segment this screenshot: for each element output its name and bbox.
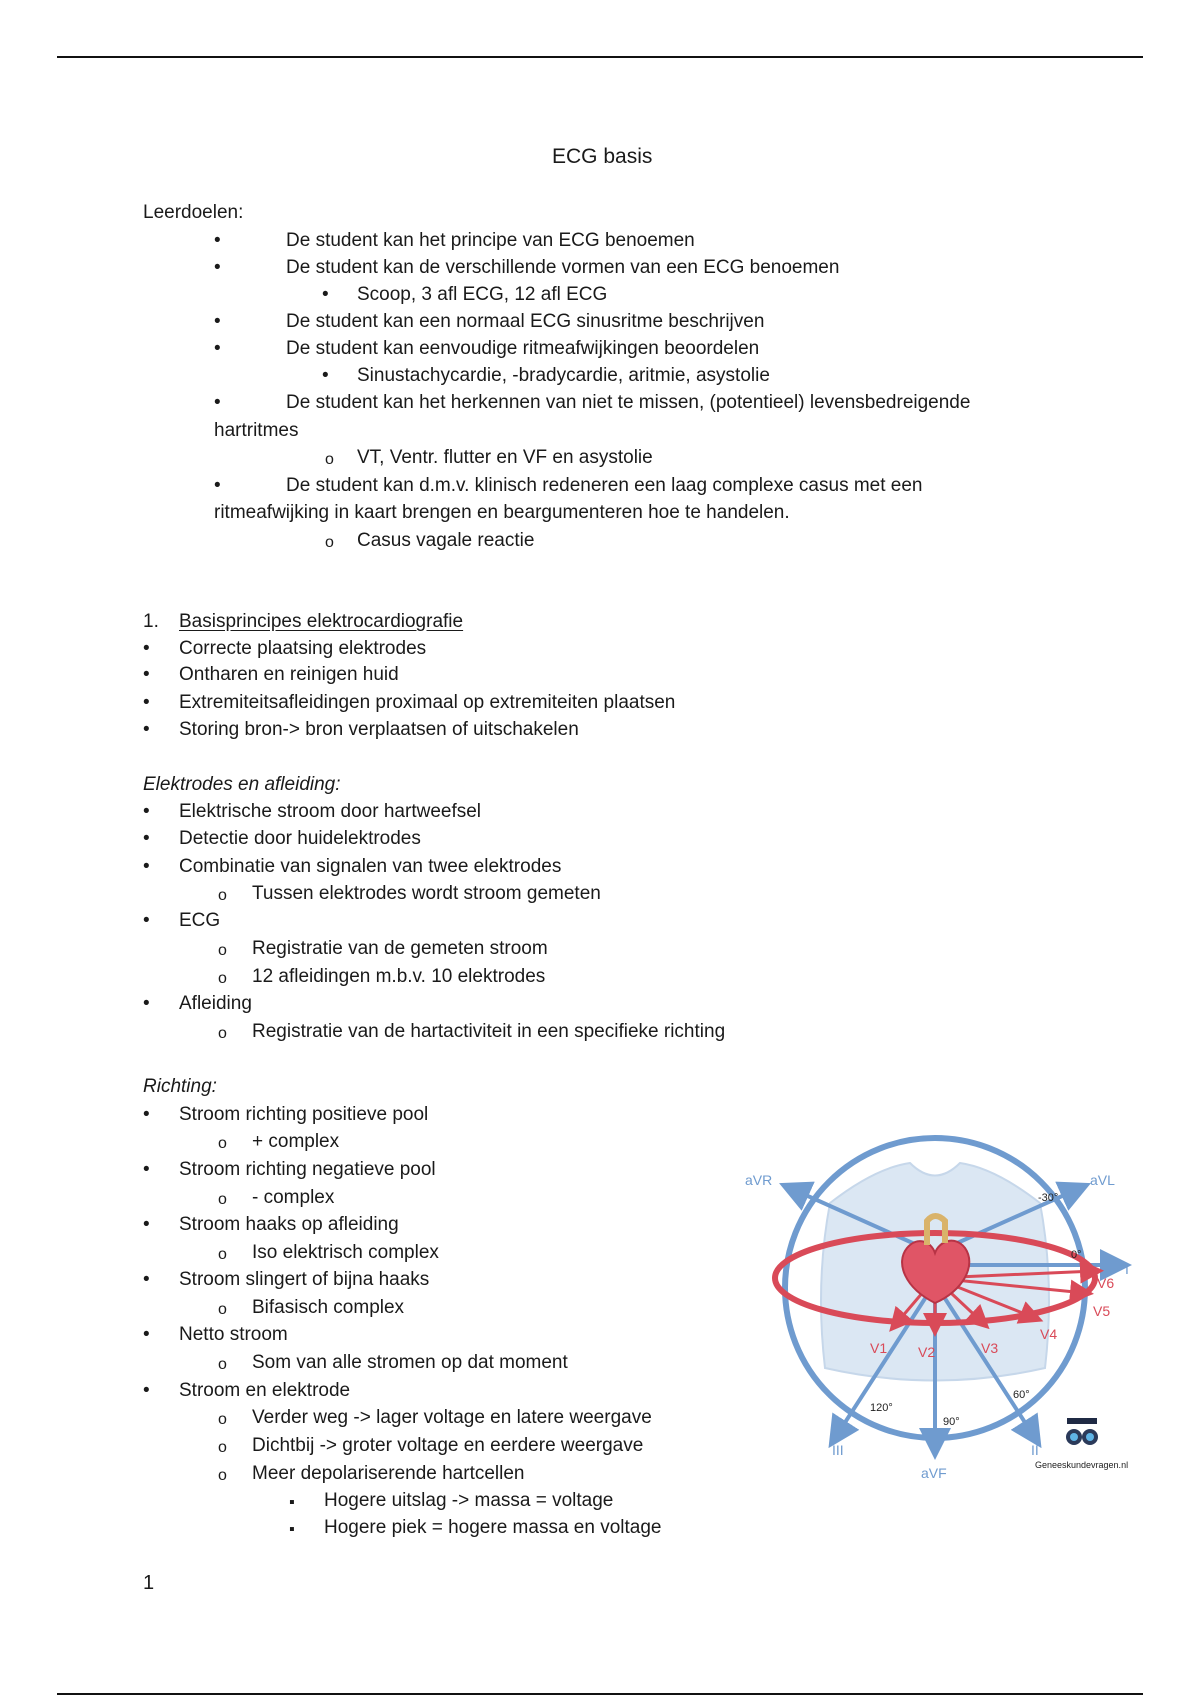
bullet — [143, 1324, 150, 1346]
list-subitem: Registratie van de hartactiviteit in een specifieke richting — [252, 1021, 726, 1042]
owl-logo — [1066, 1418, 1098, 1445]
bullet — [322, 365, 329, 387]
subheading-direction: Richting: — [143, 1076, 217, 1097]
learning-item: De student kan eenvoudige ritmeafwijkingen beoordelen — [286, 338, 760, 359]
bullet — [143, 1159, 150, 1181]
section-heading: Basisprincipes elektrocardiografie — [179, 611, 464, 632]
bullet — [143, 993, 150, 1015]
list-subitem: Dichtbij -> groter voltage en eerdere weergave — [252, 1435, 644, 1456]
list-item: Netto stroom — [179, 1324, 288, 1345]
square-bullet — [289, 1491, 295, 1513]
circle-bullet — [218, 1436, 227, 1458]
label-avl: aVL — [1090, 1172, 1115, 1188]
bullet — [143, 1104, 150, 1126]
list-subitem: Verder weg -> lager voltage en latere weergave — [252, 1407, 652, 1428]
circle-bullet — [218, 967, 227, 989]
section-number: 1. — [143, 611, 159, 632]
bullet — [322, 284, 329, 306]
circle-bullet — [218, 884, 227, 906]
list-item: Stroom slingert of bijna haaks — [179, 1269, 430, 1290]
list-item: Stroom richting positieve pool — [179, 1104, 429, 1125]
page-title: ECG basis — [552, 145, 653, 168]
ecg-lead-diagram — [735, 1093, 1135, 1493]
page-number: 1 — [143, 1572, 155, 1594]
list-item: Stroom en elektrode — [179, 1380, 351, 1401]
list-subsubitem: Hogere piek = hogere massa en voltage — [324, 1517, 662, 1538]
learning-item: De student kan de verschillende vormen van een ECG benoemen — [286, 257, 840, 278]
top-rule — [57, 56, 1143, 58]
list-subitem: Tussen elektrodes wordt stroom gemeten — [252, 883, 601, 904]
label-minus30: -30° — [1038, 1192, 1059, 1204]
label-90deg: 90° — [943, 1416, 960, 1428]
learning-subitem: Sinustachycardie, -bradycardie, aritmie, asystolie — [357, 365, 770, 386]
bottom-rule — [57, 1693, 1143, 1695]
bullet — [214, 257, 221, 279]
learning-item: De student kan het principe van ECG benoemen — [286, 230, 695, 251]
list-subitem: - complex — [252, 1187, 335, 1208]
list-item: Detectie door huidelektrodes — [179, 828, 421, 849]
list-item: Stroom haaks op afleiding — [179, 1214, 399, 1235]
label-v3: V3 — [981, 1340, 999, 1356]
bullet — [214, 338, 221, 360]
label-v4: V4 — [1040, 1326, 1058, 1342]
label-60deg: 60° — [1013, 1389, 1030, 1401]
list-subitem: Som van alle stromen op dat moment — [252, 1352, 568, 1373]
learning-item: De student kan d.m.v. klinisch redeneren een laag complexe casus met een — [286, 475, 923, 496]
list-subitem: Meer depolariserende hartcellen — [252, 1463, 525, 1484]
learning-item-continued: ritmeafwijking in kaart brengen en beargumenteren hoe te handelen. — [214, 502, 790, 523]
list-subitem: + complex — [252, 1131, 340, 1152]
bullet — [214, 392, 221, 414]
bullet — [143, 1214, 150, 1236]
label-i: I — [1125, 1261, 1129, 1277]
list-item: Correcte plaatsing elektrodes — [179, 638, 427, 659]
circle-bullet — [218, 1243, 227, 1265]
label-120deg: 120° — [870, 1402, 893, 1414]
list-subitem: 12 afleidingen m.b.v. 10 elektrodes — [252, 966, 546, 987]
list-item: Combinatie van signalen van twee elektrodes — [179, 856, 562, 877]
list-subitem: Iso elektrisch complex — [252, 1242, 439, 1263]
circle-bullet — [218, 1408, 227, 1430]
learning-item: De student kan het herkennen van niet te missen, (potentieel) levensbedreigende — [286, 392, 971, 413]
circle-bullet — [218, 1132, 227, 1154]
list-item: Storing bron-> bron verplaatsen of uitschakelen — [179, 719, 579, 740]
list-item: ECG — [179, 910, 221, 931]
learning-subitem: Casus vagale reactie — [357, 530, 535, 551]
label-ii: II — [1031, 1442, 1039, 1458]
bullet — [143, 828, 150, 850]
bullet — [143, 856, 150, 878]
bullet — [143, 910, 150, 932]
learning-heading: Leerdoelen: — [143, 202, 244, 223]
watermark-text: Geneeskundevragen.nl — [1035, 1460, 1129, 1470]
list-subitem: Registratie van de gemeten stroom — [252, 938, 548, 959]
label-avf: aVF — [921, 1465, 947, 1481]
circle-bullet — [325, 531, 334, 553]
circle-bullet — [218, 1188, 227, 1210]
list-item: Ontharen en reinigen huid — [179, 664, 399, 685]
bullet — [143, 1380, 150, 1402]
circle-bullet — [218, 1464, 227, 1486]
circle-bullet — [325, 448, 334, 470]
list-item: Extremiteitsafleidingen proximaal op extremiteiten plaatsen — [179, 692, 676, 713]
circle-bullet — [218, 939, 227, 961]
label-v2: V2 — [918, 1344, 936, 1360]
learning-subitem: VT, Ventr. flutter en VF en asystolie — [357, 447, 653, 468]
bullet — [143, 664, 150, 686]
label-v1: V1 — [870, 1340, 888, 1356]
square-bullet — [289, 1518, 295, 1540]
learning-subitem: Scoop, 3 afl ECG, 12 afl ECG — [357, 284, 608, 305]
list-item: Stroom richting negatieve pool — [179, 1159, 436, 1180]
label-v6: V6 — [1097, 1275, 1115, 1291]
label-avr: aVR — [745, 1172, 773, 1188]
list-subitem: Bifasisch complex — [252, 1297, 405, 1318]
label-v5: V5 — [1093, 1303, 1111, 1319]
bullet — [143, 692, 150, 714]
bullet — [143, 719, 150, 741]
bullet — [143, 1269, 150, 1291]
bullet — [143, 801, 150, 823]
list-subsubitem: Hogere uitslag -> massa = voltage — [324, 1490, 614, 1511]
subheading-electrodes: Elektrodes en afleiding: — [143, 774, 341, 795]
learning-item: De student kan een normaal ECG sinusritme beschrijven — [286, 311, 765, 332]
learning-item-continued: hartritmes — [214, 420, 299, 441]
label-iii: III — [832, 1442, 844, 1458]
bullet — [214, 475, 221, 497]
list-item: Elektrische stroom door hartweefsel — [179, 801, 482, 822]
bullet — [214, 230, 221, 252]
circle-bullet — [218, 1022, 227, 1044]
bullet — [214, 311, 221, 333]
circle-bullet — [218, 1298, 227, 1320]
bullet — [143, 638, 150, 660]
label-0deg: 0° — [1071, 1249, 1082, 1261]
list-item: Afleiding — [179, 993, 252, 1014]
circle-bullet — [218, 1353, 227, 1375]
